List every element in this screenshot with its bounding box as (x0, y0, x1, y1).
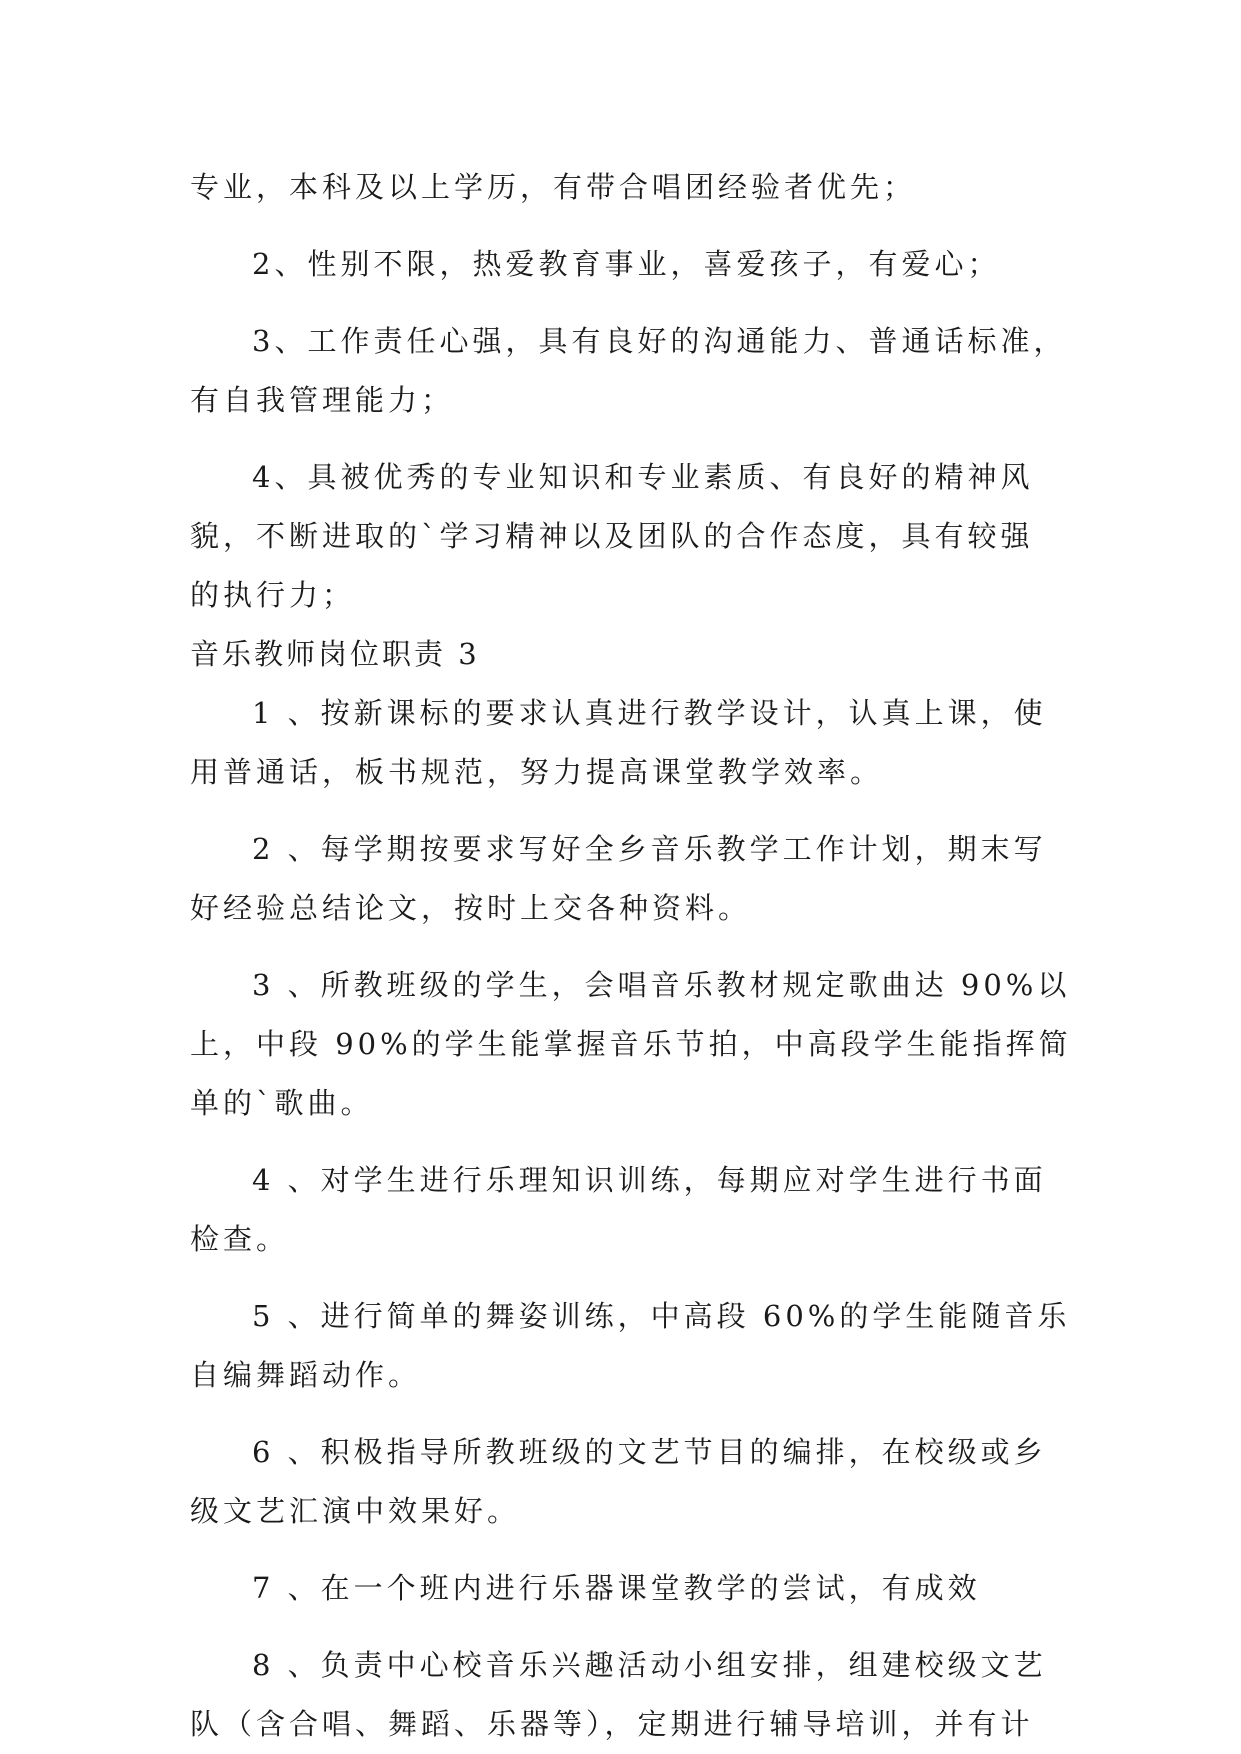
list-item-line: 4 、对学生进行乐理知识训练，每期应对学生进行书面 (252, 1163, 1047, 1197)
paragraph-line: 自编舞蹈动作。 (190, 1358, 422, 1392)
paragraph-line: 专业，本科及以上学历，有带合唱团经验者优先； (190, 170, 917, 204)
list-item-line: 1 、按新课标的要求认真进行教学设计，认真上课，使 (252, 696, 1047, 730)
list-item-line: 2 、每学期按要求写好全乡音乐教学工作计划，期末写 (252, 832, 1047, 866)
paragraph-line: 队（含合唱、舞蹈、乐器等），定期进行辅导培训，并有计 (190, 1707, 1034, 1741)
list-item-line: 3 、所教班级的学生，会唱音乐教材规定歌曲达 90%以 (252, 968, 1071, 1002)
list-item-line: 4、具被优秀的专业知识和专业素质、有良好的精神风 (252, 460, 1034, 494)
document-body (190, 158, 1072, 1754)
paragraph-line: 用普通话，板书规范，努力提高课堂教学效率。 (190, 755, 884, 789)
section-heading: 音乐教师岗位职责 3 (190, 637, 480, 671)
paragraph-line: 单的`歌曲。 (190, 1086, 374, 1120)
paragraph-line: 上，中段 90%的学生能掌握音乐节拍，中高段学生能指挥简 (190, 1027, 1072, 1061)
paragraph-line: 级文艺汇演中效果好。 (190, 1494, 521, 1528)
paragraph-line: 有自我管理能力； (190, 383, 455, 417)
paragraph-line: 检查。 (190, 1222, 290, 1256)
list-item-line: 7 、在一个班内进行乐器课堂教学的尝试，有成效 (252, 1571, 981, 1605)
list-item-line: 8 、负责中心校音乐兴趣活动小组安排，组建校级文艺 (252, 1648, 1047, 1682)
paragraph-line: 的执行力； (190, 578, 356, 612)
list-item-line: 6 、积极指导所教班级的文艺节目的编排，在校级或乡 (252, 1435, 1047, 1469)
list-item-line: 3、工作责任心强，具有良好的沟通能力、普通话标准， (252, 324, 1067, 358)
list-item-line: 5 、进行简单的舞姿训练，中高段 60%的学生能随音乐 (252, 1299, 1071, 1333)
list-item-line: 2、性别不限，热爱教育事业，喜爱孩子，有爱心； (252, 247, 1001, 281)
paragraph-line: 貌，不断进取的`学习精神以及团队的合作态度，具有较强 (190, 519, 1034, 553)
paragraph-line: 好经验总结论文，按时上交各种资料。 (190, 891, 752, 925)
